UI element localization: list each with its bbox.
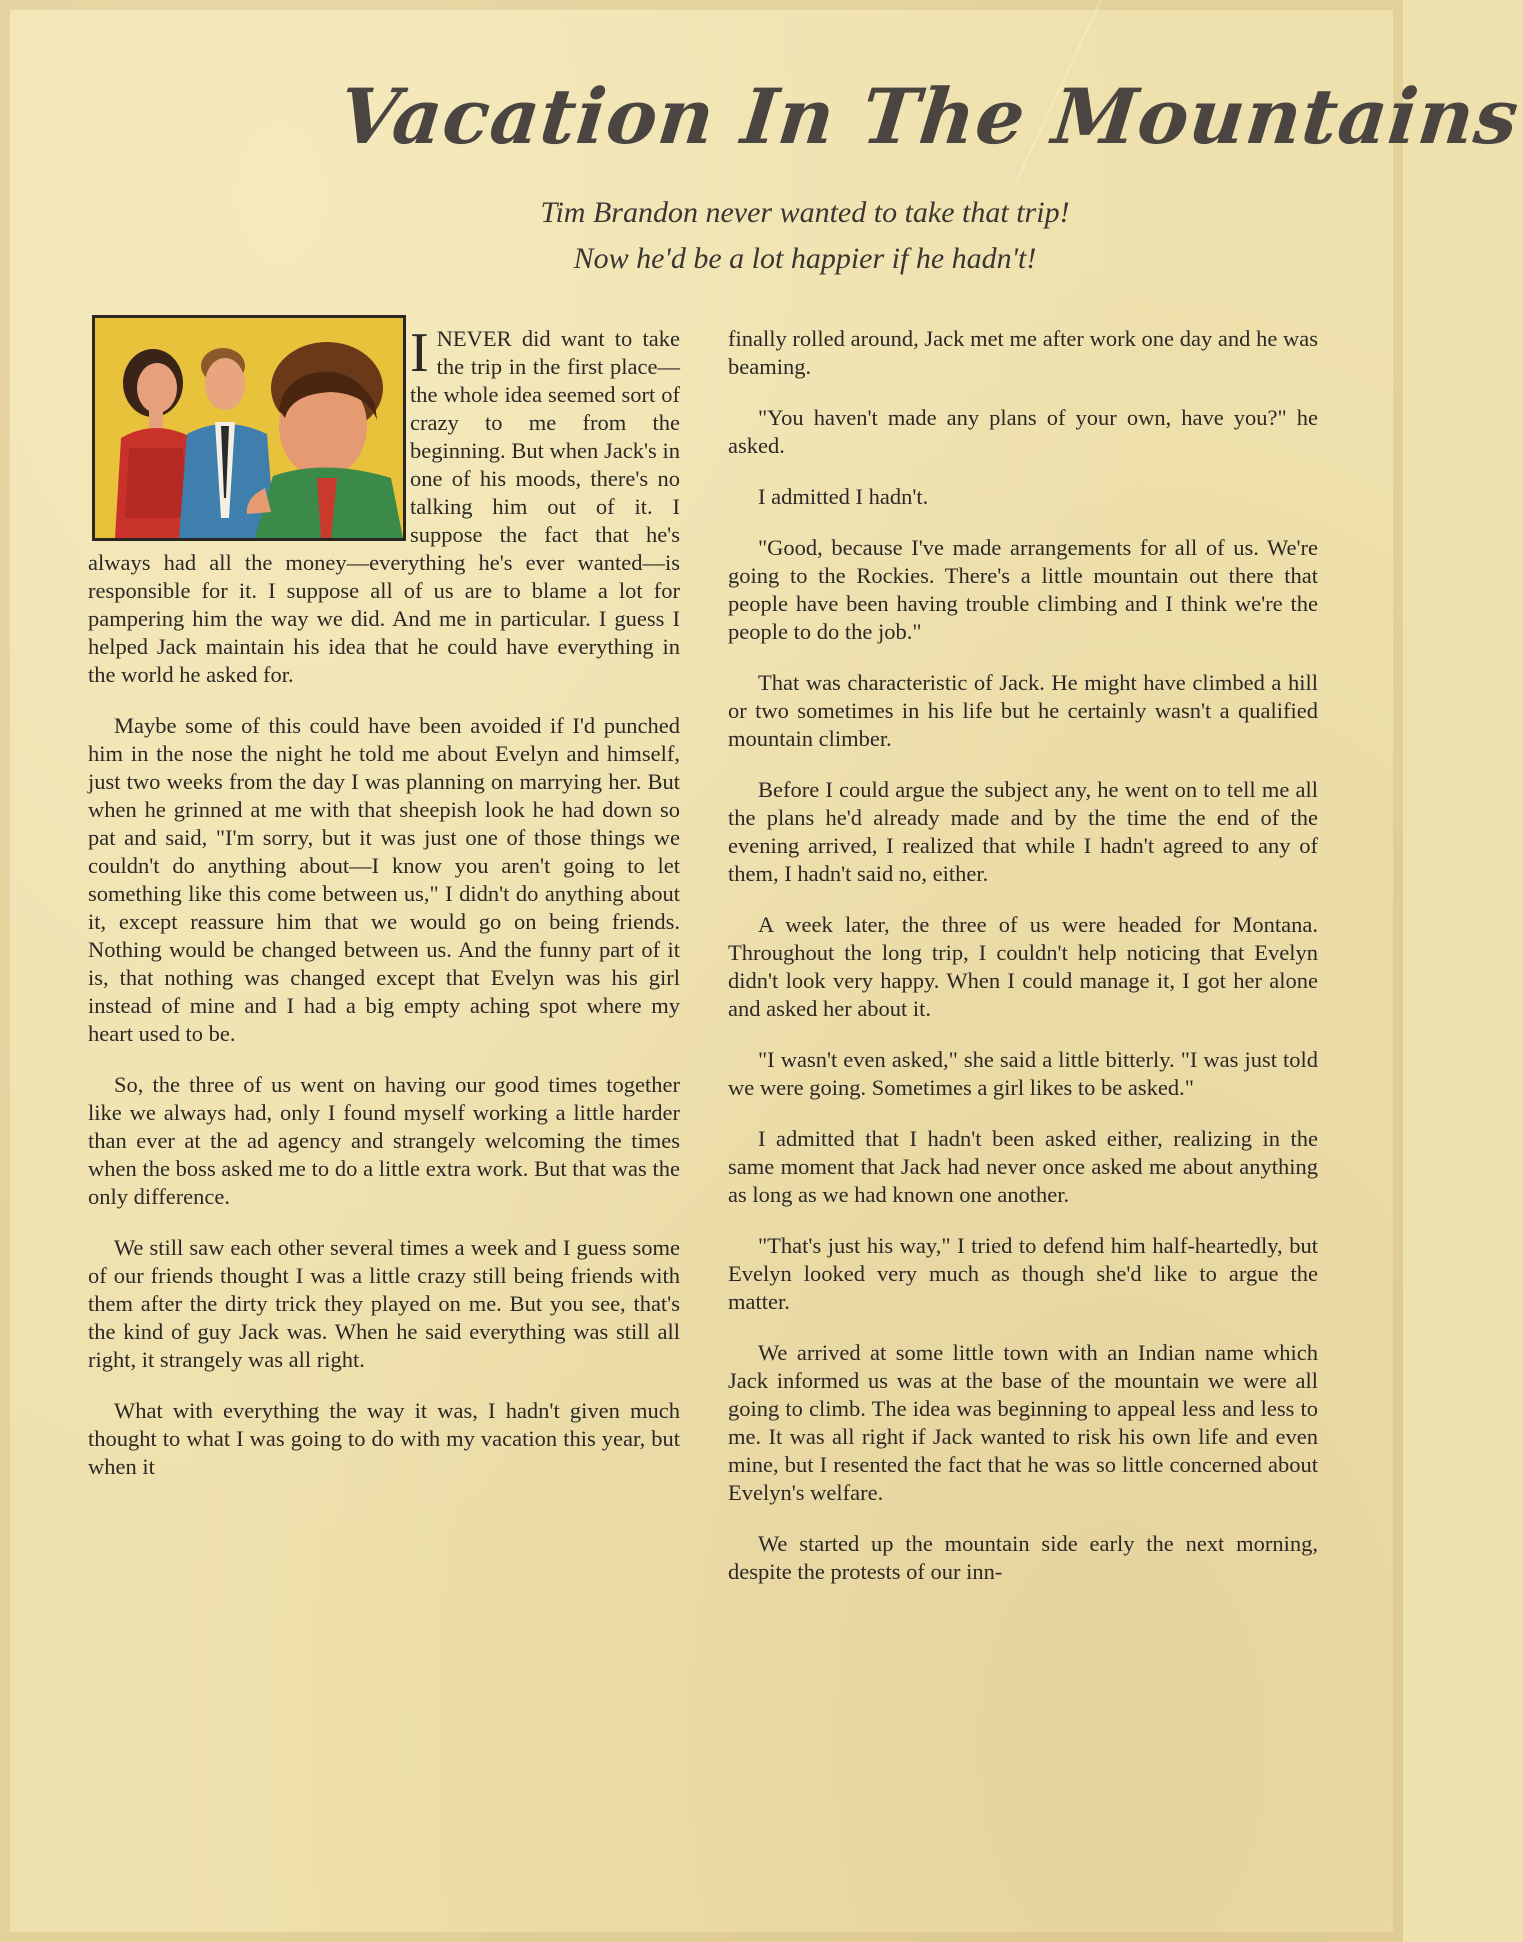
story-title: Vacation In The Mountains bbox=[335, 72, 1523, 161]
paragraph: "You haven't made any plans of your own, have you?" he asked. bbox=[728, 405, 1318, 458]
paragraph: "That's just his way," I tried to defend him half-heartedly, but Evelyn looked very much as though she'd like to argue the matter. bbox=[728, 1233, 1318, 1314]
right-column bbox=[728, 325, 1318, 1609]
subtitle-line-2: Now he'd be a lot happier if he hadn't! bbox=[573, 242, 1037, 275]
paragraph: We arrived at some little town with an Indian name which Jack informed us was at the base of the mountain we were all going to climb. The idea was beginning to appeal less and less to me. It was all right if Jack wanted to risk his own life and even mine, but I resented the fact that he was so little concerned about Evelyn's welfare. bbox=[728, 1340, 1318, 1505]
paragraph: I admitted that I hadn't been asked either, realizing in the same moment that Jack had never once asked me about anything as long as we had known one another. bbox=[728, 1126, 1318, 1207]
paragraph: finally rolled around, Jack met me after work one day and he was beaming. bbox=[728, 326, 1318, 379]
story-subtitle bbox=[420, 190, 1190, 282]
paragraph: What with everything the way it was, I hadn't given much thought to what I was going to do with my vacation this year, but when it bbox=[88, 1398, 680, 1479]
paragraph: We started up the mountain side early the next morning, despite the protests of our inn- bbox=[728, 1531, 1318, 1584]
drop-cap: I bbox=[410, 322, 429, 384]
left-column bbox=[88, 322, 680, 1504]
paragraph: A week later, the three of us were headed for Montana. Throughout the long trip, I couldn't help noticing that Evelyn didn't look very happy. When I could manage it, I got her alone and asked her about it. bbox=[728, 912, 1318, 1021]
illustration-spacer bbox=[88, 325, 410, 549]
paragraph: Before I could argue the subject any, he went on to tell me all the plans he'd already made and by the time the end of the evening arrived, I realized that while I hadn't agreed to any of them, I hadn't said no, either. bbox=[728, 777, 1318, 886]
paragraph-text: NEVER did want to take the trip in the first place—the whole idea seemed sort of crazy to me from the beginning. But when Jack's in one of his moods, there's no talking him out of it. I suppose the fact that he's always had all the money—everything he's ever wanted—is responsible for it. I suppose all of us are to blame a lot for pampering him the way we did. And me in particular. I guess I helped Jack maintain his idea that he could have everything in the world he asked for. bbox=[88, 326, 680, 687]
paragraph: "Good, because I've made arrangements for all of us. We're going to the Rockies. There's a little mountain out there that people have been having trouble climbing and I think we're the people to do the job." bbox=[728, 535, 1318, 644]
subtitle-line-1: Tim Brandon never wanted to take that trip! bbox=[540, 196, 1070, 229]
paragraph: We still saw each other several times a week and I guess some of our friends thought I was a little crazy still being friends with them after the dirty trick they played on me. But you see, that's the kind of guy Jack was. When he said everything was still all right, it strangely was all right. bbox=[88, 1235, 680, 1372]
paragraph: "I wasn't even asked," she said a little bitterly. "I was just told we were going. Sometimes a girl likes to be asked." bbox=[728, 1047, 1318, 1100]
paragraph: That was characteristic of Jack. He might have climbed a hill or two sometimes in his life but he certainly wasn't a qualified mountain climber. bbox=[728, 670, 1318, 751]
paragraph: Maybe some of this could have been avoided if I'd punched him in the nose the night he told me about Evelyn and himself, just two weeks from the day I was planning on marrying her. But when he grinned at me with that sheepish look he had down so pat and said, "I'm sorry, but it was just one of those things we couldn't do anything about—I know you aren't going to let something like this come between us," I didn't do anything about it, except reassure him that we would go on being friends. Nothing would be changed between us. And the funny part of it is, that nothing was changed except that Evelyn was his girl instead of mine and I had a big empty aching spot where my heart used to be. bbox=[88, 713, 680, 1046]
paragraph: I admitted I hadn't. bbox=[758, 484, 929, 509]
paragraph: So, the three of us went on having our good times together like we always had, only I found myself working a little harder than ever at the ad agency and strangely welcoming the times when the boss asked me to do a little extra work. But that was the only difference. bbox=[88, 1072, 680, 1209]
